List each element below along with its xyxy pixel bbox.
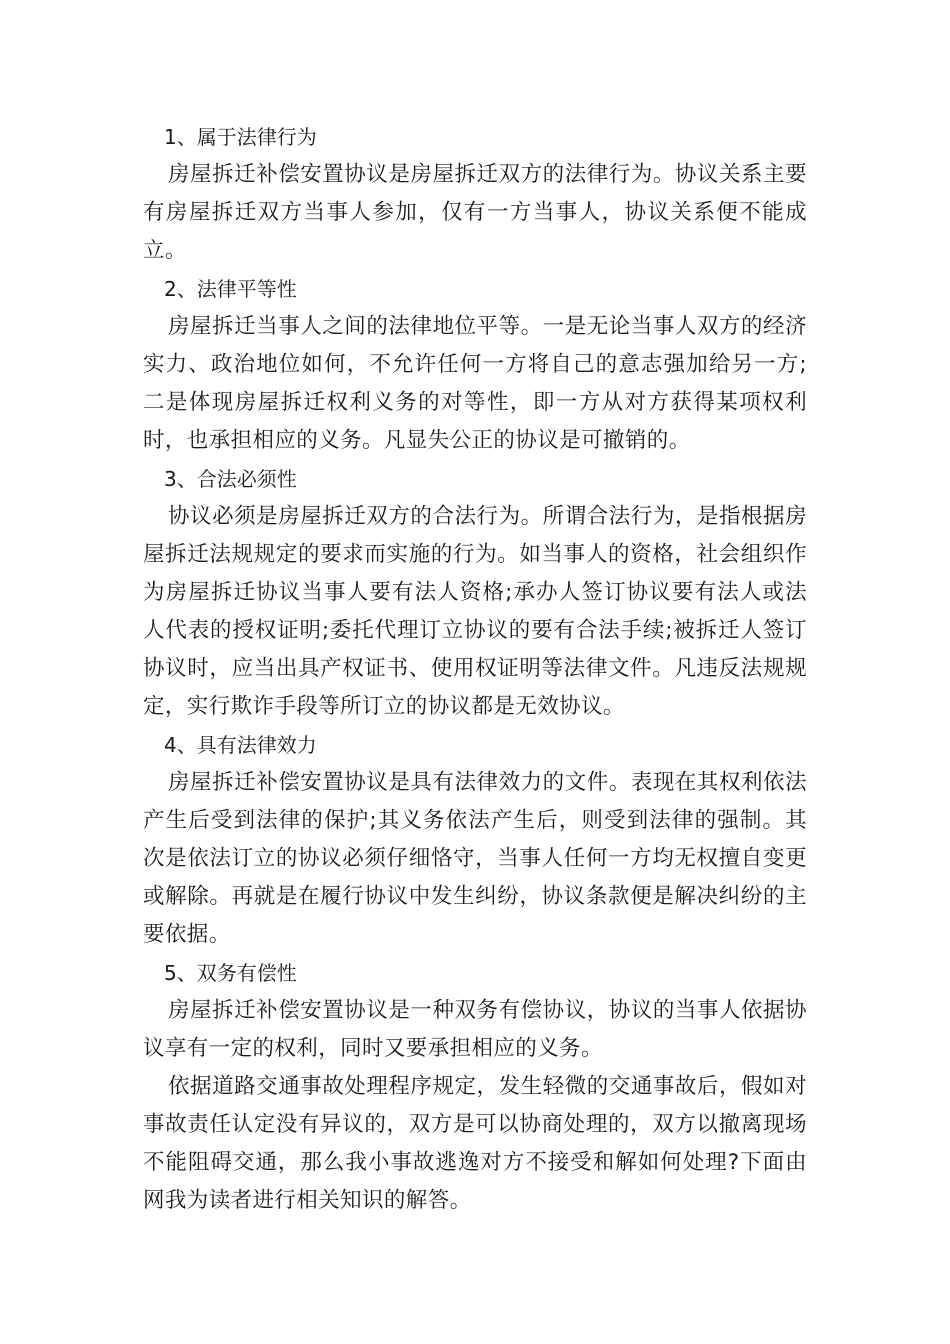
section-heading: 4、具有法律效力 [164, 733, 317, 757]
section-paragraph: 房屋拆迁补偿安置协议是一种双务有偿协议，协议的当事人依据协议享有一定的权利，同时又要承担相应的义务。 [143, 998, 807, 1061]
section-paragraph: 房屋拆迁补偿安置协议是房屋拆迁双方的法律行为。协议关系主要有房屋拆迁双方当事人参加，仅有一方当事人，协议关系便不能成立。 [143, 162, 807, 263]
section-paragraph: 房屋拆迁当事人之间的法律地位平等。一是无论当事人双方的经济实力、政治地位如何，不允许任何一方将自己的意志强加给另一方;二是体现房屋拆迁权利义务的对等性，即一方从对方获得某项权利时，也承担相应的义务。凡显失公正的协议是可撤销的。 [143, 314, 807, 453]
section-paragraph: 房屋拆迁补偿安置协议是具有法律效力的文件。表现在其权利依法产生后受到法律的保护;其义务依法产生后，则受到法律的强制。其次是依法订立的协议必须仔细恪守，当事人任何一方均无权擅自变更或解除。再就是在履行协议中发生纠纷，协议条款便是解决纠纷的主要依据。 [143, 770, 807, 947]
document-page [143, 118, 807, 1220]
closing-paragraph: 依据道路交通事故处理程序规定，发生轻微的交通事故后，假如对事故责任认定没有异议的，双方是可以协商处理的，双方以撤离现场不能阻碍交通，那么我小事故逃逸对方不接受和解如何处理?下面由网我为读者进行相关知识的解答。 [143, 1074, 807, 1213]
section-paragraph: 协议必须是房屋拆迁双方的合法行为。所谓合法行为，是指根据房屋拆迁法规规定的要求而实施的行为。如当事人的资格，社会组织作为房屋拆迁协议当事人要有法人资格;承办人签订协议要有法人或法人代表的授权证明;委托代理订立协议的要有合法手续;被拆迁人签订协议时，应当出具产权证书、使用权证明等法律文件。凡违反法规规定，实行欺诈手段等所订立的协议都是无效协议。 [143, 504, 807, 719]
section-heading: 3、合法必须性 [164, 467, 297, 491]
section-heading: 5、双务有偿性 [164, 961, 297, 985]
section-heading: 1、属于法律行为 [164, 125, 317, 149]
section-heading: 2、法律平等性 [164, 277, 297, 301]
